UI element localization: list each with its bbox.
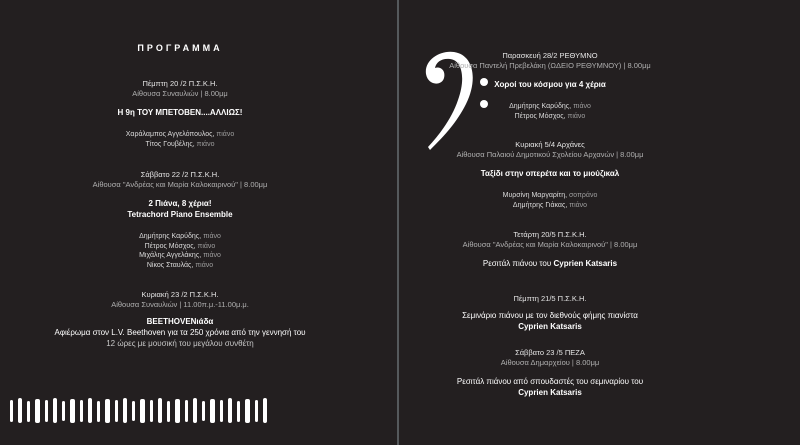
event-2 xyxy=(0,170,360,270)
performer: Μυρσίνη Μαργαρίτη, σοπράνο xyxy=(502,192,598,199)
performers-list xyxy=(0,130,360,149)
event-title: 2 Πιάνα, 8 χέρια! xyxy=(148,199,212,208)
event-description: Αφιέρωμα στον L.V. Beethoven για τα 250 χρόνια από την γεννησή του xyxy=(54,328,306,337)
performer: Δημήτρης Γιάκας, πιάνο xyxy=(512,201,588,209)
event-title: Ταξίδι στην οπερέτα και το μιούζικαλ xyxy=(480,169,620,178)
event-7 xyxy=(380,294,720,332)
event-1 xyxy=(0,79,360,149)
event-venue: Αίθουσα Συναυλιών | 11.00π.μ.-11.00μ.μ. xyxy=(111,300,249,309)
performer: Πέτρος Μόσχος, πιάνο xyxy=(514,112,586,120)
program-heading: ΠΡΟΓΡΑΜΜΑ xyxy=(137,43,223,53)
event-date: Σάββατο 22 /2 Π.Σ.Κ.Η. xyxy=(140,170,220,179)
event-venue: Αίθουσα Παντελή Πρεβελάκη (ΩΔΕΙΟ ΡΕΘΥΜΝΟΥ) | 8.00μμ xyxy=(449,61,651,70)
event-3 xyxy=(0,290,360,349)
event-subtitle: Tetrachord Piano Ensemble xyxy=(127,210,233,219)
artist-name: Cyprien Katsaris xyxy=(518,388,582,397)
event-venue: Αίθουσα Δημαρχείου | 8.00μμ xyxy=(500,358,600,367)
event-title: BEETHOVENιάδα xyxy=(146,317,214,326)
event-6 xyxy=(380,230,720,269)
event-date: Κυριακή 23 /2 Π.Σ.Κ.Η. xyxy=(141,290,219,299)
event-date: Κυριακή 5/4 Αρχάνες xyxy=(515,140,585,149)
event-date: Σάββατο 23 /5 ΠΕΖΑ xyxy=(515,348,585,357)
event-description: Σεμινάριο πιάνου με τον διεθνούς φήμης πιανίστα xyxy=(462,311,638,320)
event-title: Η 9η ΤΟΥ ΜΠΕΤΟΒΕΝ....ΑΛΛΙΩΣ! xyxy=(117,108,243,117)
event-venue: Αίθουσα "Ανδρέας και Μαρία Καλοκαιρινού" | 8.00μμ xyxy=(92,180,268,189)
left-page xyxy=(0,0,398,445)
event-8 xyxy=(380,348,720,398)
performer: Μιχάλης Αγγελάκης, πιάνο xyxy=(139,252,221,259)
piano-keys-icon xyxy=(8,396,268,426)
event-venue: Αίθουσα Παλαιού Δημοτικού Σχολείου Αρχανών | 8.00μμ xyxy=(456,150,644,159)
event-date: Πέμπτη 21/5 Π.Σ.Κ.Η. xyxy=(513,294,587,303)
artist-name: Cyprien Katsaris xyxy=(553,259,618,268)
artist-name: Cyprien Katsaris xyxy=(518,322,582,331)
performers-list xyxy=(380,102,720,121)
performer: Δημήτρης Καρύδης, πιάνο xyxy=(139,233,221,240)
event-5 xyxy=(380,140,720,210)
performer: Τίτος Γουβέλης, πιάνο xyxy=(145,140,215,148)
performers-list xyxy=(0,232,360,270)
event-date: Τετάρτη 20/5 Π.Σ.Κ.Η. xyxy=(513,230,587,239)
event-description-2: 12 ώρες με μουσική του μεγάλου συνθέτη xyxy=(106,339,254,348)
event-4 xyxy=(380,51,720,121)
performer: Πέτρος Μόσχος, πιάνο xyxy=(144,242,216,250)
event-description: Ρεσιτάλ πιάνου από σπουδαστές του σεμιναρίου του xyxy=(456,377,644,386)
performer: Νίκος Σταυλάς, πιάνο xyxy=(146,261,214,269)
event-date: Πέμπτη 20 /2 Π.Σ.Κ.Η. xyxy=(142,79,218,88)
performer: Δημήτρης Καρύδης, πιάνο xyxy=(509,103,591,110)
performer: Χαράλαμπος Αγγελόπουλος, πιάνο xyxy=(125,131,235,138)
event-title: Χοροί του κόσμου για 4 χέρια xyxy=(494,80,606,89)
event-date: Παρασκευή 28/2 ΡΕΘΥΜΝΟ xyxy=(502,51,598,60)
performers-list xyxy=(380,191,720,210)
event-venue: Αίθουσα Συναυλιών | 8.00μμ xyxy=(132,89,228,98)
event-venue: Αίθουσα "Ανδρέας και Μαρία Καλοκαιρινού" | 8.00μμ xyxy=(462,240,638,249)
event-description: Ρεσιτάλ πιάνου του Cyprien Katsaris xyxy=(482,259,618,268)
